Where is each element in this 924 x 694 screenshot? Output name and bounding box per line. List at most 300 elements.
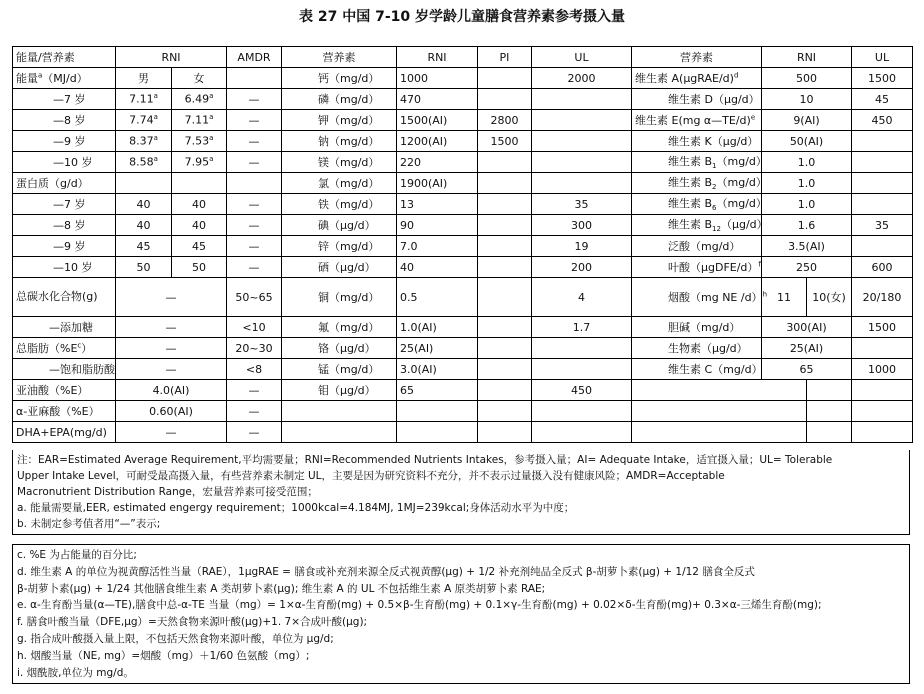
table-title: 表 27 中国 7-10 岁学龄儿童膳食营养素参考摄入量 xyxy=(298,9,625,25)
mineral-pi xyxy=(478,152,532,173)
mineral-rni xyxy=(397,152,478,173)
rni-male xyxy=(116,152,172,173)
header-rni-3-text: RNI xyxy=(796,50,817,64)
mineral-pi xyxy=(478,68,532,89)
note-line: Macronutrient Distribution Range，宏量营养素可接受范围； xyxy=(17,486,318,498)
vitamin-rni-text: 50(AI) xyxy=(789,134,824,148)
rni-value xyxy=(116,278,227,317)
mineral-name xyxy=(282,110,397,131)
mineral-name xyxy=(282,380,397,401)
table-row xyxy=(13,194,913,215)
rni-female xyxy=(172,89,227,110)
rni-male xyxy=(116,173,172,194)
note-line: 注：EAR=Estimated Average Requirement,平均需要量；RNI=Recommended Nutrients Intakes，参考摄入量；AI= Adequate Intake，适宜摄入量；UL= Tolerable xyxy=(17,454,833,466)
mineral-ul xyxy=(532,110,632,131)
vitamin-rni xyxy=(762,89,852,110)
vitamin-name-text: 维生素 E(mg α—TE/d) xyxy=(635,114,751,127)
vitamin-rni-text: 65 xyxy=(799,362,814,376)
mineral-name xyxy=(282,173,397,194)
mineral-name-text: 钼（μg/d） xyxy=(318,384,376,397)
empty-cell xyxy=(282,422,397,443)
rni-male-text: 40 xyxy=(136,218,151,232)
empty-cell xyxy=(807,401,852,422)
nutrient-label-text: α-亚麻酸（%E） xyxy=(16,405,100,418)
vitamin-ul xyxy=(852,236,913,257)
mineral-rni-text: 90 xyxy=(400,218,414,232)
mineral-ul xyxy=(532,359,632,380)
mineral-ul-text: 2000 xyxy=(567,71,596,85)
mineral-ul-text: 19 xyxy=(574,239,589,253)
mineral-ul xyxy=(532,131,632,152)
vitamin-rni-text: 25(AI) xyxy=(789,341,824,355)
vitamin-rni-text: 1.0 xyxy=(797,176,816,190)
mineral-rni xyxy=(397,257,478,278)
mineral-rni xyxy=(397,359,478,380)
nutrient-label-text: —添加糖 xyxy=(49,321,93,334)
vitamin-ul-text: 1500 xyxy=(868,71,896,85)
note-line: h. 烟酸当量（NE, mg）=烟酸（mg）＋1/60 色氨酸（mg）; xyxy=(17,649,310,662)
rni-male-text: 8.37 xyxy=(129,134,154,148)
vitamin-name xyxy=(632,215,768,236)
nutrient-label-text: 总脂肪（%E xyxy=(16,342,78,355)
vitamin-rni-text: 10 xyxy=(799,92,814,106)
vitamin-rni-text: 1.6 xyxy=(797,218,816,232)
vitamin-rni xyxy=(762,194,852,215)
footnote-mark: a xyxy=(209,113,214,122)
mineral-ul xyxy=(532,89,632,110)
rni-male-text: 40 xyxy=(136,197,151,211)
vitamin-name-text: 维生素 B xyxy=(668,176,713,190)
rni-female xyxy=(172,131,227,152)
amdr-value xyxy=(227,380,282,401)
mineral-rni xyxy=(397,380,478,401)
nutrient-label xyxy=(13,68,116,89)
mineral-pi xyxy=(478,173,532,194)
vitamin-name xyxy=(632,257,762,278)
nutrient-label-text: 总碳水化合物(g) xyxy=(16,290,98,303)
mineral-pi xyxy=(478,317,532,338)
amdr-value xyxy=(227,173,282,194)
mineral-rni-text: 1900(AI) xyxy=(400,176,448,190)
rni-value xyxy=(116,422,227,443)
header-amdr-text: AMDR xyxy=(237,50,271,64)
header-nutrient-2 xyxy=(282,47,397,68)
rni-female-text: 6.49 xyxy=(184,92,210,106)
header-nutrient-3 xyxy=(632,47,762,68)
vitamin-rni-text: 9(AI) xyxy=(793,113,820,127)
vitamin-name-text: 维生素 B xyxy=(668,197,713,211)
rni-value-text: — xyxy=(165,341,177,355)
note-line: f. 膳食叶酸当量（DFE,μg）=天然食物来源叶酸(μg)+1. 7×合成叶酸(μg); xyxy=(17,616,368,629)
nutrient-label xyxy=(13,110,116,131)
note-line: b. 未制定参考值者用“—”表示; xyxy=(17,518,161,530)
amdr-value-text: — xyxy=(248,239,260,253)
mineral-ul xyxy=(532,236,632,257)
mineral-name xyxy=(282,257,397,278)
rni-male xyxy=(116,257,172,278)
nutrient-label xyxy=(13,194,116,215)
table-row xyxy=(13,236,913,257)
rni-value-text: 4.0(AI) xyxy=(152,383,190,397)
mineral-name-text: 锰（mg/d） xyxy=(318,363,380,376)
amdr-value xyxy=(227,152,282,173)
table-row xyxy=(13,110,913,131)
mineral-rni-text: 1.0(AI) xyxy=(400,320,437,334)
vitamin-ul xyxy=(852,278,913,317)
rni-value-text: — xyxy=(165,362,177,376)
unit-text: ） xyxy=(81,342,93,355)
vitamin-rni-male xyxy=(762,278,807,317)
subscript: 6 xyxy=(712,204,717,213)
amdr-value xyxy=(227,401,282,422)
mineral-ul xyxy=(532,338,632,359)
mineral-rni xyxy=(397,89,478,110)
unit-text: （mg/d） xyxy=(716,155,767,169)
header-nutrient xyxy=(13,47,116,68)
note-line: i. 烟酰胺,单位为 mg/d。 xyxy=(17,666,134,679)
vitamin-rni xyxy=(762,131,852,152)
footnote-mark: c xyxy=(77,341,82,350)
vitamin-name xyxy=(632,317,762,338)
nutrient-label-text: 蛋白质（g/d） xyxy=(16,177,89,190)
mineral-rni-text: 1500(AI) xyxy=(400,113,448,127)
mineral-name-text: 磷（mg/d） xyxy=(318,93,380,106)
table-row xyxy=(13,68,913,89)
vitamin-ul xyxy=(852,173,913,194)
amdr-value xyxy=(227,338,282,359)
nutrient-label-text: —10 岁 xyxy=(53,156,93,169)
nutrient-label xyxy=(13,215,116,236)
vitamin-name xyxy=(632,68,762,89)
mineral-name-text: 铁（mg/d） xyxy=(318,198,380,211)
amdr-value-text: — xyxy=(248,113,260,127)
vitamin-name xyxy=(632,173,767,194)
mineral-name xyxy=(282,278,397,317)
amdr-value-text: — xyxy=(248,425,260,439)
mineral-ul xyxy=(532,68,632,89)
header-ul-text: UL xyxy=(574,50,589,64)
amdr-value xyxy=(227,359,282,380)
mineral-ul-text: 200 xyxy=(571,260,592,274)
rni-value-text: — xyxy=(165,320,177,334)
mineral-pi xyxy=(478,236,532,257)
rni-female-text: 7.53 xyxy=(184,134,210,148)
empty-cell xyxy=(852,422,913,443)
mineral-rni xyxy=(397,236,478,257)
footnote-mark: e xyxy=(750,113,756,122)
mineral-ul-text: 300 xyxy=(571,218,592,232)
mineral-rni-text: 13 xyxy=(400,197,414,211)
header-row xyxy=(13,47,913,68)
rni-value xyxy=(116,317,227,338)
nutrient-label xyxy=(13,89,116,110)
rni-female-text: 40 xyxy=(192,197,206,211)
mineral-rni-text: 40 xyxy=(400,260,414,274)
mineral-ul-text: 1.7 xyxy=(572,320,591,334)
empty-cell xyxy=(632,422,807,443)
amdr-value-text: — xyxy=(248,134,260,148)
unit-text: （mg/d） xyxy=(716,197,767,211)
mineral-pi xyxy=(478,380,532,401)
mineral-ul xyxy=(532,257,632,278)
footnote-mark: a xyxy=(153,155,158,164)
header-nutrient-text: 能量/营养素 xyxy=(16,51,75,64)
vitamin-ul xyxy=(852,68,913,89)
note-line: Upper Intake Level，可耐受最高摄入量，有些营养素未制定 UL，主要是因为研究资料不充分，并不表示过量摄入没有健康风险；AMDR=Acceptable xyxy=(17,470,725,482)
vitamin-name-text: 维生素 C（mg/d） xyxy=(668,363,763,376)
vitamin-rni xyxy=(762,173,852,194)
amdr-value-text: — xyxy=(248,155,260,169)
mineral-rni-text: 65 xyxy=(400,383,414,397)
header-ul-3-text: UL xyxy=(874,50,890,64)
note-line: a. 能量需要量,EER, estimated engergy requirement；1000kcal=4.184MJ, 1MJ=239kcal;身体活动水平为中度； xyxy=(17,502,575,514)
rni-male xyxy=(116,89,172,110)
rni-female-text: 45 xyxy=(192,239,206,253)
vitamin-rni-text: 250 xyxy=(796,260,817,274)
mineral-rni-text: 1200(AI) xyxy=(400,134,448,148)
empty-cell xyxy=(532,422,632,443)
vitamin-name-text: 维生素 B xyxy=(668,155,713,169)
mineral-name xyxy=(282,236,397,257)
amdr-value xyxy=(227,68,282,89)
nutrient-label xyxy=(13,359,116,380)
rni-female-text: 7.11 xyxy=(184,113,210,127)
header-rni-2 xyxy=(397,47,478,68)
vitamin-name-text: 维生素 D（μg/d） xyxy=(668,93,760,106)
mineral-ul xyxy=(532,317,632,338)
unit-text: （MJ/d） xyxy=(42,72,88,85)
empty-cell xyxy=(852,401,913,422)
header-ul xyxy=(532,47,632,68)
mineral-name-text: 钙（mg/d） xyxy=(318,72,380,85)
amdr-value-text: 20~30 xyxy=(235,341,273,355)
footnote-mark: a xyxy=(153,134,158,143)
mineral-rni xyxy=(397,110,478,131)
rni-male xyxy=(116,215,172,236)
vitamin-ul-text: 600 xyxy=(871,260,893,274)
header-rni xyxy=(116,47,227,68)
vitamin-ul xyxy=(852,89,913,110)
mineral-name xyxy=(282,152,397,173)
note-line: e. α-生育酚当量(α—TE),膳食中总-α-TE 当量（mg）= 1×α-生育酚(mg) + 0.5×β-生育酚(mg) + 0.1×γ-生育酚(mg) + 0.02×δ-生育酚(mg)+ 0.3×α-三烯生育酚(mg); xyxy=(17,599,822,612)
subscript: 12 xyxy=(712,225,721,234)
rni-female xyxy=(172,194,227,215)
mineral-name-text: 铬（μg/d） xyxy=(318,342,376,355)
footnote-mark: a xyxy=(153,92,158,101)
rni-male xyxy=(116,68,172,89)
nutrient-label xyxy=(13,422,116,443)
nutrient-label-text: —饱和脂肪酸 xyxy=(49,363,115,376)
nutrient-label xyxy=(13,338,116,359)
footnote-mark: a xyxy=(38,71,43,80)
mineral-pi xyxy=(478,131,532,152)
nutrient-label-text: —7 岁 xyxy=(53,198,86,211)
table-row xyxy=(13,401,913,422)
mineral-ul xyxy=(532,380,632,401)
amdr-value-text: <8 xyxy=(245,362,263,376)
rni-value-text: — xyxy=(165,290,177,304)
vitamin-rni-text: 500 xyxy=(796,71,817,85)
footnote-mark: a xyxy=(153,113,158,122)
mineral-name xyxy=(282,194,397,215)
amdr-value-text: — xyxy=(248,197,260,211)
amdr-value xyxy=(227,236,282,257)
footnote-mark: a xyxy=(209,134,214,143)
vitamin-rni xyxy=(762,152,852,173)
vitamin-name-text: 维生素 A(μgRAE/d) xyxy=(635,72,734,85)
vitamin-ul xyxy=(852,110,913,131)
mineral-ul xyxy=(532,173,632,194)
notes-box-2 xyxy=(12,544,910,684)
mineral-pi xyxy=(478,194,532,215)
rni-female xyxy=(172,152,227,173)
header-nutrient-3-text: 营养素 xyxy=(680,51,713,64)
rni-male-text: 7.74 xyxy=(129,113,154,127)
amdr-value-text: — xyxy=(248,92,260,106)
vitamin-ul-text: 35 xyxy=(875,218,889,232)
mineral-rni xyxy=(397,278,478,317)
vitamin-ul-text: 1000 xyxy=(868,362,896,376)
vitamin-name xyxy=(632,110,762,131)
mineral-rni-text: 3.0(AI) xyxy=(400,362,437,376)
mineral-name xyxy=(282,359,397,380)
nutrient-label-text: —8 岁 xyxy=(53,114,86,127)
empty-cell xyxy=(478,422,532,443)
vitamin-rni-female xyxy=(807,278,852,317)
vitamin-name xyxy=(632,338,762,359)
nutrient-label-text: DHA+EPA(mg/d) xyxy=(16,425,107,439)
rni-male xyxy=(116,194,172,215)
amdr-value xyxy=(227,89,282,110)
nutrient-label-text: 能量 xyxy=(16,72,38,85)
mineral-name-text: 碘（μg/d） xyxy=(318,219,376,232)
rni-female xyxy=(172,257,227,278)
amdr-value xyxy=(227,257,282,278)
mineral-name xyxy=(282,215,397,236)
vitamin-name xyxy=(632,131,762,152)
mineral-rni xyxy=(397,194,478,215)
mineral-rni-text: 25(AI) xyxy=(400,341,434,355)
table-row xyxy=(13,215,913,236)
header-pi xyxy=(478,47,532,68)
rni-female-text: 40 xyxy=(192,218,206,232)
nutrient-label-text: 亚油酸（%E） xyxy=(16,384,89,397)
mineral-pi xyxy=(478,338,532,359)
table-row xyxy=(13,257,913,278)
note-line: g. 指合成叶酸摄入量上限，不包括天然食物来源叶酸，单位为 μg/d; xyxy=(17,632,334,645)
rni-male xyxy=(116,110,172,131)
vitamin-name-text: 维生素 B xyxy=(668,218,713,232)
vitamin-name xyxy=(632,359,762,380)
rni-female-text: 7.95 xyxy=(184,155,210,169)
vitamin-ul xyxy=(852,317,913,338)
amdr-value xyxy=(227,110,282,131)
unit-text: （mg/d） xyxy=(716,176,767,190)
note-line: β-胡萝卜素(μg) + 1/24 其他膳食维生素 A 类胡萝卜素(μg); 维生素 A 的 UL 不包括维生素 A 原类胡萝卜素 RAE; xyxy=(17,582,546,595)
mineral-name-text: 氯（mg/d） xyxy=(318,177,380,190)
unit-text: （μg/d） xyxy=(720,218,768,232)
nutrient-label xyxy=(13,317,116,338)
amdr-value xyxy=(227,131,282,152)
mineral-rni xyxy=(397,68,478,89)
amdr-value xyxy=(227,194,282,215)
rni-value-text: 0.60(AI) xyxy=(149,404,193,418)
rni-female-text: 50 xyxy=(192,260,206,274)
mineral-rni xyxy=(397,173,478,194)
mineral-rni xyxy=(397,317,478,338)
mineral-rni xyxy=(397,338,478,359)
mineral-name-text: 硒（μg/d） xyxy=(318,261,376,274)
header-amdr xyxy=(227,47,282,68)
mineral-pi xyxy=(478,257,532,278)
empty-cell xyxy=(632,401,807,422)
table-row xyxy=(13,338,913,359)
table-row xyxy=(13,359,913,380)
empty-cell xyxy=(397,422,478,443)
table-row xyxy=(13,380,913,401)
table-row xyxy=(13,422,913,443)
vitamin-ul xyxy=(852,131,913,152)
nutrient-label-text: —10 岁 xyxy=(53,261,93,274)
empty-cell xyxy=(632,380,807,401)
vitamin-rni xyxy=(762,236,852,257)
mineral-name-text: 钾（mg/d） xyxy=(318,114,380,127)
amdr-value xyxy=(227,278,282,317)
vitamin-rni xyxy=(762,359,852,380)
mineral-rni-text: 1000 xyxy=(400,71,428,85)
vitamin-rni-text: 1.0 xyxy=(797,155,816,169)
vitamin-ul-text: 45 xyxy=(875,92,889,106)
mineral-ul-text: 4 xyxy=(578,290,585,304)
mineral-name-text: 锌（mg/d） xyxy=(318,240,380,253)
table-row xyxy=(13,89,913,110)
empty-cell xyxy=(532,401,632,422)
rni-male-text: 45 xyxy=(136,239,151,253)
table-row xyxy=(13,278,913,317)
mineral-rni-text: 220 xyxy=(400,155,421,169)
footnote-mark: f xyxy=(758,260,761,269)
table-row xyxy=(13,317,913,338)
vitamin-name xyxy=(632,236,762,257)
header-ul-3 xyxy=(852,47,913,68)
vitamin-rni xyxy=(762,317,852,338)
nutrient-label-text: —9 岁 xyxy=(53,240,86,253)
rni-female xyxy=(172,236,227,257)
mineral-rni-text: 470 xyxy=(400,92,421,106)
nutrient-table xyxy=(12,46,913,443)
subscript: 1 xyxy=(712,162,717,171)
mineral-rni-text: 7.0 xyxy=(400,239,418,253)
nutrient-label-text: —8 岁 xyxy=(53,219,86,232)
vitamin-rni-text: 3.5(AI) xyxy=(788,239,825,253)
nutrient-label xyxy=(13,257,116,278)
amdr-value-text: 50~65 xyxy=(235,290,273,304)
mineral-ul xyxy=(532,215,632,236)
rni-male-text: 7.11 xyxy=(129,92,154,106)
amdr-value-text: — xyxy=(248,404,260,418)
rni-value-text: — xyxy=(165,425,177,439)
rni-male-text: 50 xyxy=(136,260,151,274)
mineral-name xyxy=(282,131,397,152)
vitamin-ul-text: 450 xyxy=(871,113,893,127)
mineral-name-text: 镁（mg/d） xyxy=(318,156,380,169)
nutrient-label xyxy=(13,278,116,317)
rni-female xyxy=(172,68,227,89)
vitamin-rni xyxy=(762,215,852,236)
vitamin-rni-text: 1.0 xyxy=(797,197,816,211)
vitamin-rni xyxy=(762,110,852,131)
nutrient-label-text: —7 岁 xyxy=(53,93,86,106)
